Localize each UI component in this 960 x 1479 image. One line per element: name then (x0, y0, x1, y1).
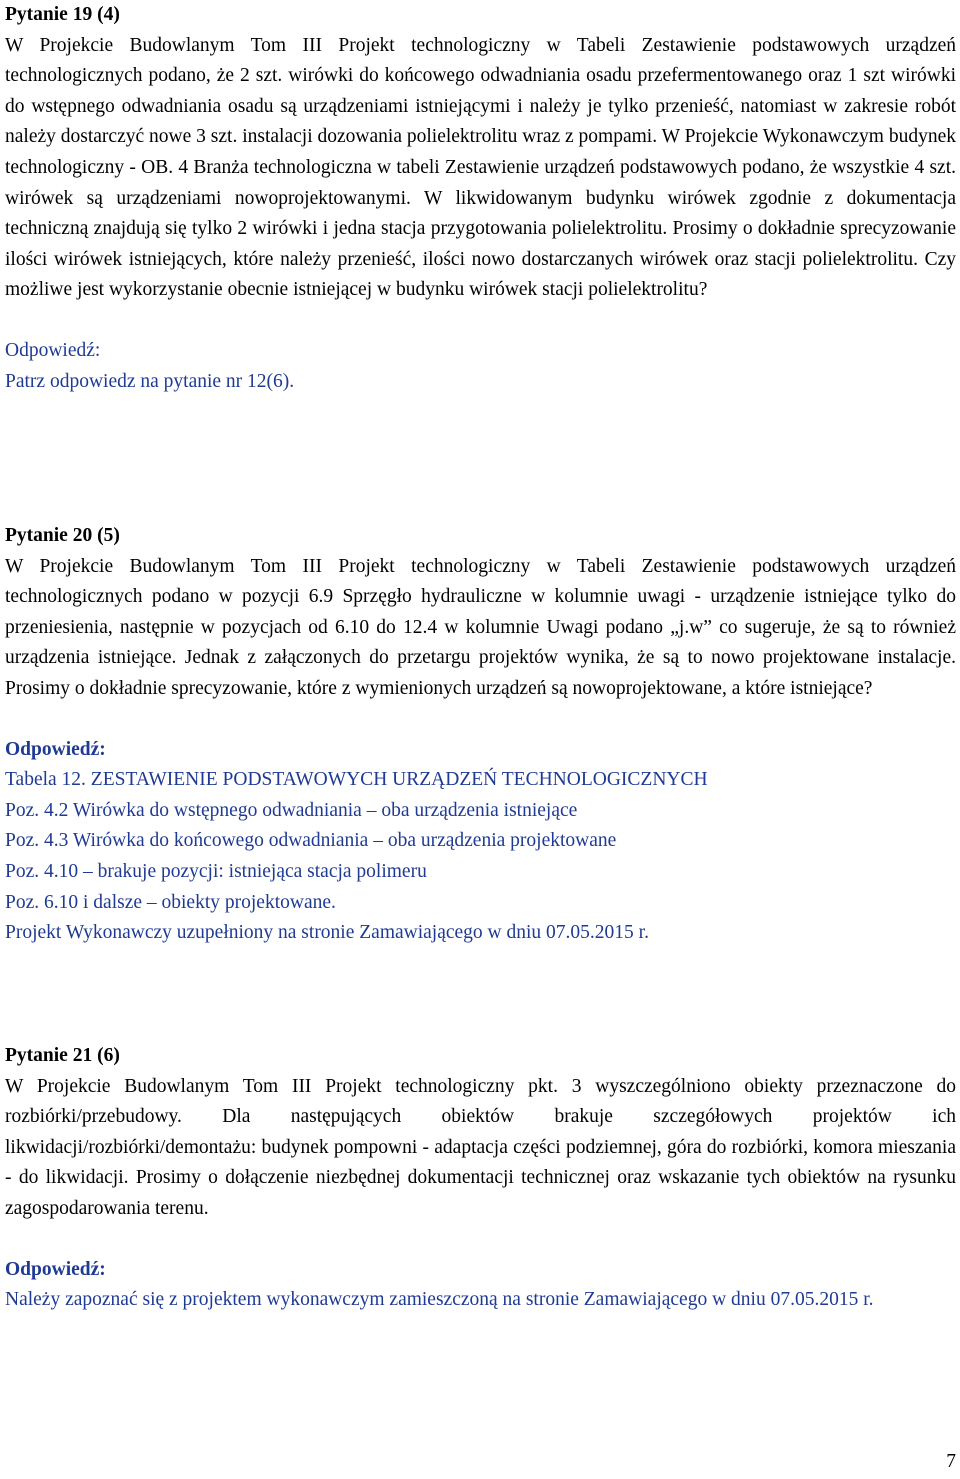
answer-line-project-update: Projekt Wykonawczy uzupełniony na stronie Zamawiającego w dniu 07.05.2015 r. (5, 922, 649, 944)
page-number: 7 (946, 1451, 956, 1472)
answer-line-poz-4-2: Poz. 4.2 Wirówka do wstępnego odwadniania – oba urządzenia istniejące (5, 799, 578, 821)
question-19-answer-label: Odpowiedź: (5, 339, 101, 361)
question-20-section (5, 521, 956, 949)
answer-line-poz-4-10: Poz. 4.10 – brakuje pozycji: istniejąca stacja polimeru (5, 860, 427, 882)
question-20-body: W Projekcie Budowlanym Tom III Projekt technologiczny w Tabeli Zestawienie podstawowych urządzeń technologicznych podano w pozycji 6.9 Sprzęgło hydrauliczne w kolumnie uwagi - urządzenie istniejące tylko do przeniesienia, następnie w pozycjach od 6.10 do 12.4 w kolumnie Uwagi podano „j.w” co sugeruje, że są to również urządzenia istniejące. Jednak z załączonych do przetargu projektów wynika, że są to nowo projektowane instalacje. Prosimy o dokładnie sprecyzowanie, które z wymienionych urządzeń są nowoprojektowane, a które istniejące? (5, 555, 956, 699)
question-21-answer-text: Należy zapoznać się z projektem wykonawczym zamieszczoną na stronie Zamawiającego w dniu 07.05.2015 r. (5, 1289, 874, 1311)
answer-line-poz-6-10: Poz. 6.10 i dalsze – obiekty projektowane. (5, 891, 336, 913)
question-21-title: Pytanie 21 (6) (5, 1045, 120, 1066)
question-20-title: Pytanie 20 (5) (5, 525, 120, 546)
question-20-answer-label: Odpowiedź: (5, 738, 106, 760)
question-21-body: W Projekcie Budowlanym Tom III Projekt technologiczny pkt. 3 wyszczególniono obiekty przeznaczone do rozbiórki/przebudowy. Dla następujących obiektów brakuje szczegółowych projektów ich likwidacji/rozbiórki/demontażu: budynek pompowni - adaptacja części podziemnej, góra do rozbiórki, komora mieszania - do likwidacji. Prosimy o dołączenie niezbędnej dokumentacji technicznej oraz wskazanie tych obiektów na rysunku zagospodarowania terenu. (5, 1075, 956, 1219)
question-19-body: W Projekcie Budowlanym Tom III Projekt technologiczny w Tabeli Zestawienie podstawowych urządzeń technologicznych podano, że 2 szt. wirówki do końcowego odwadniania osadu przefermentowanego oraz 1 szt wirówki do wstępnego odwadniania osadu są urządzeniami istniejącymi i należy je tylko przenieść, natomiast w zakresie robót należy dostarczyć nowe 3 szt. instalacji dozowania polielektrolitu wraz z pompami. W Projekcie Wykonawczym budynek technologiczny - OB. 4 Branża technologiczna w tabeli Zestawienie urządzeń podstawowych podano, że wszystkie 4 szt. wirówek są urządzeniami nowoprojektowanymi. W likwidowanym budynku wirówek zgodnie z dokumentacja techniczną znajdują się tylko 2 wirówki i jedna stacja przygotowania polielektrolitu. Prosimy o dokładnie sprecyzowanie ilości wirówek istniejących, które należy przenieść, ilości nowo dostarczanych wirówek oraz stacji polielektrolitu. Czy możliwe jest wykorzystanie obecnie istniejącej w budynku wirówek stacji polielektrolitu? (5, 34, 956, 301)
question-21-answer-label: Odpowiedź: (5, 1258, 106, 1280)
question-19-section (5, 0, 956, 397)
question-19-title: Pytanie 19 (4) (5, 4, 120, 25)
answer-line-poz-4-3: Poz. 4.3 Wirówka do końcowego odwadniania – oba urządzenia projektowane (5, 830, 617, 852)
answer-table-title: Tabela 12. ZESTAWIENIE PODSTAWOWYCH URZĄDZEŃ TECHNOLOGICZNYCH (5, 769, 708, 791)
question-21-section (5, 1041, 956, 1316)
question-19-answer-text: Patrz odpowiedz na pytanie nr 12(6). (5, 370, 295, 392)
